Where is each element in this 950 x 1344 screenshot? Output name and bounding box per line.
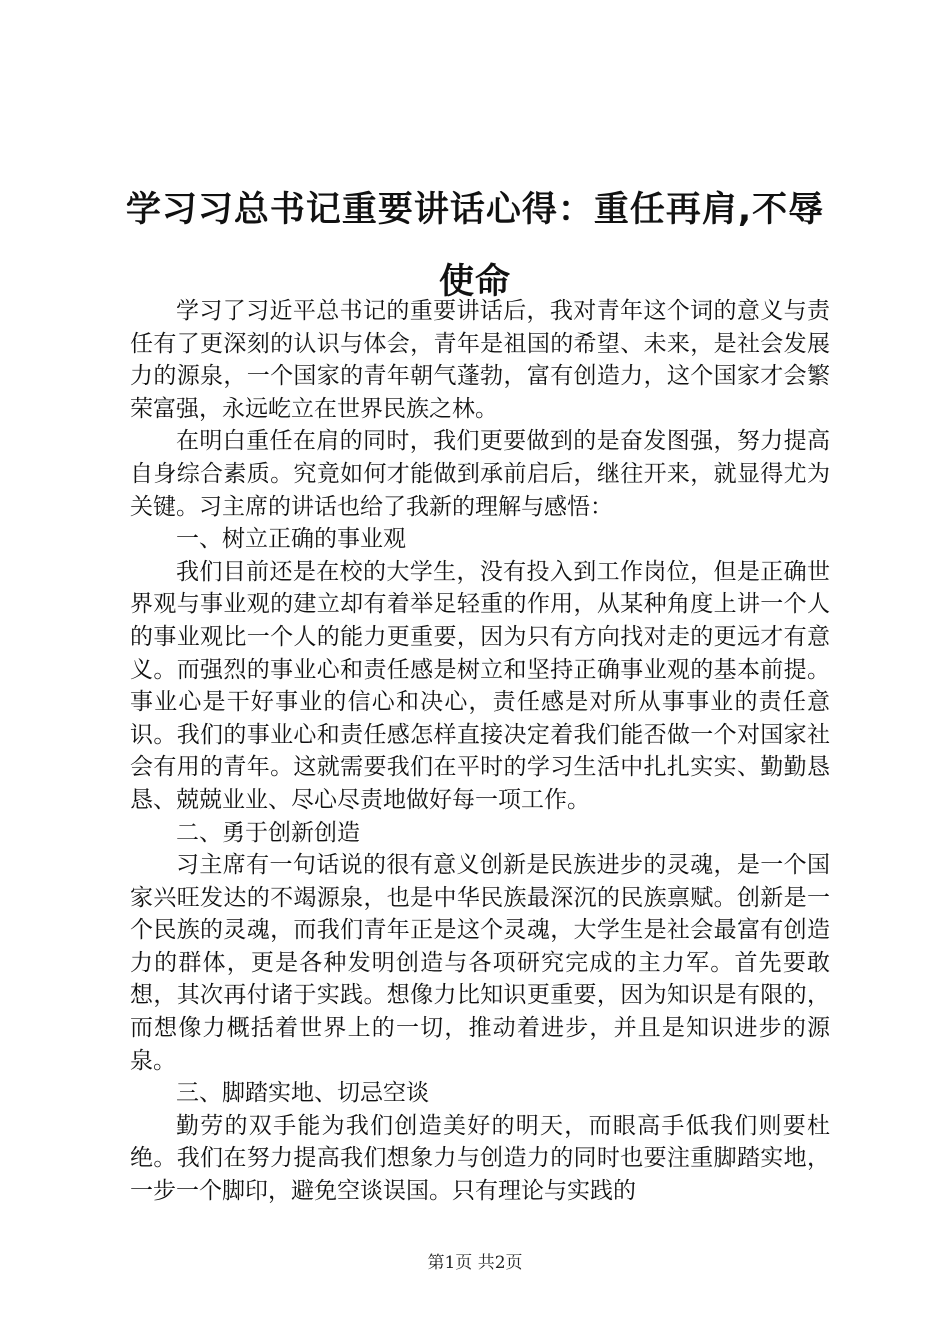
page-number-footer: 第1页 共2页 (427, 1253, 523, 1273)
paragraph-practice: 勤劳的双手能为我们创造美好的明天，而眼高手低我们则要杜绝。我们在努力提高我们想象力与创造力的同时也要注重脚踏实地，一步一个脚印，避免空谈误国。只有理论与实践的 (130, 1112, 830, 1205)
section-heading-1: 一、树立正确的事业观 (176, 526, 406, 553)
paragraph-intro: 学习了习近平总书记的重要讲话后，我对青年这个词的意义与责任有了更深刻的认识与体会，青年是祖国的希望、未来，是社会发展力的源泉，一个国家的青年朝气蓬勃，富有创造力，这个国家才会繁荣富强，永远屹立在世界民族之林。 (130, 298, 830, 422)
section-heading-3: 三、脚踏实地、切忌空谈 (176, 1080, 429, 1107)
document-body (130, 295, 830, 1208)
section-heading-2: 二、勇于创新创造 (176, 819, 360, 846)
paragraph-career-view: 我们目前还是在校的大学生，没有投入到工作岗位，但是正确世界观与事业观的建立却有着举足轻重的作用，从某种角度上讲一个人的事业观比一个人的能力更重要，因为只有方向找对走的更远才有意义。而强烈的事业心和责任感是树立和坚持正确事业观的基本前提。事业心是干好事业的信心和决心，责任感是对所从事事业的责任意识。我们的事业心和责任感怎样直接决定着我们能否做一个对国家社会有用的青年。这就需要我们在平时的学习生活中扎扎实实、勤勤恳恳、兢兢业业、尽心尽责地做好每一项工作。 (130, 558, 830, 813)
paragraph-responsibility: 在明白重任在肩的同时，我们更要做到的是奋发图强，努力提高自身综合素质。究竟如何才能做到承前启后，继往开来，就显得尤为关键。习主席的讲话也给了我新的理解与感悟： (130, 428, 830, 520)
document-title: 学习习总书记重要讲话心得：重任再肩,不辱使命 (125, 190, 825, 302)
paragraph-innovation: 习主席有一句话说的很有意义创新是民族进步的灵魂，是一个国家兴旺发达的不竭源泉，也是中华民族最深沉的民族禀赋。创新是一个民族的灵魂，而我们青年正是这个灵魂，大学生是社会最富有创造力的群体，更是各种发明创造与各项研究完成的主力军。首先要敢想，其次再付诸于实践。想像力比知识更重要，因为知识是有限的，而想像力概括着世界上的一切，推动着进步，并且是知识进步的源泉。 (130, 852, 830, 1074)
